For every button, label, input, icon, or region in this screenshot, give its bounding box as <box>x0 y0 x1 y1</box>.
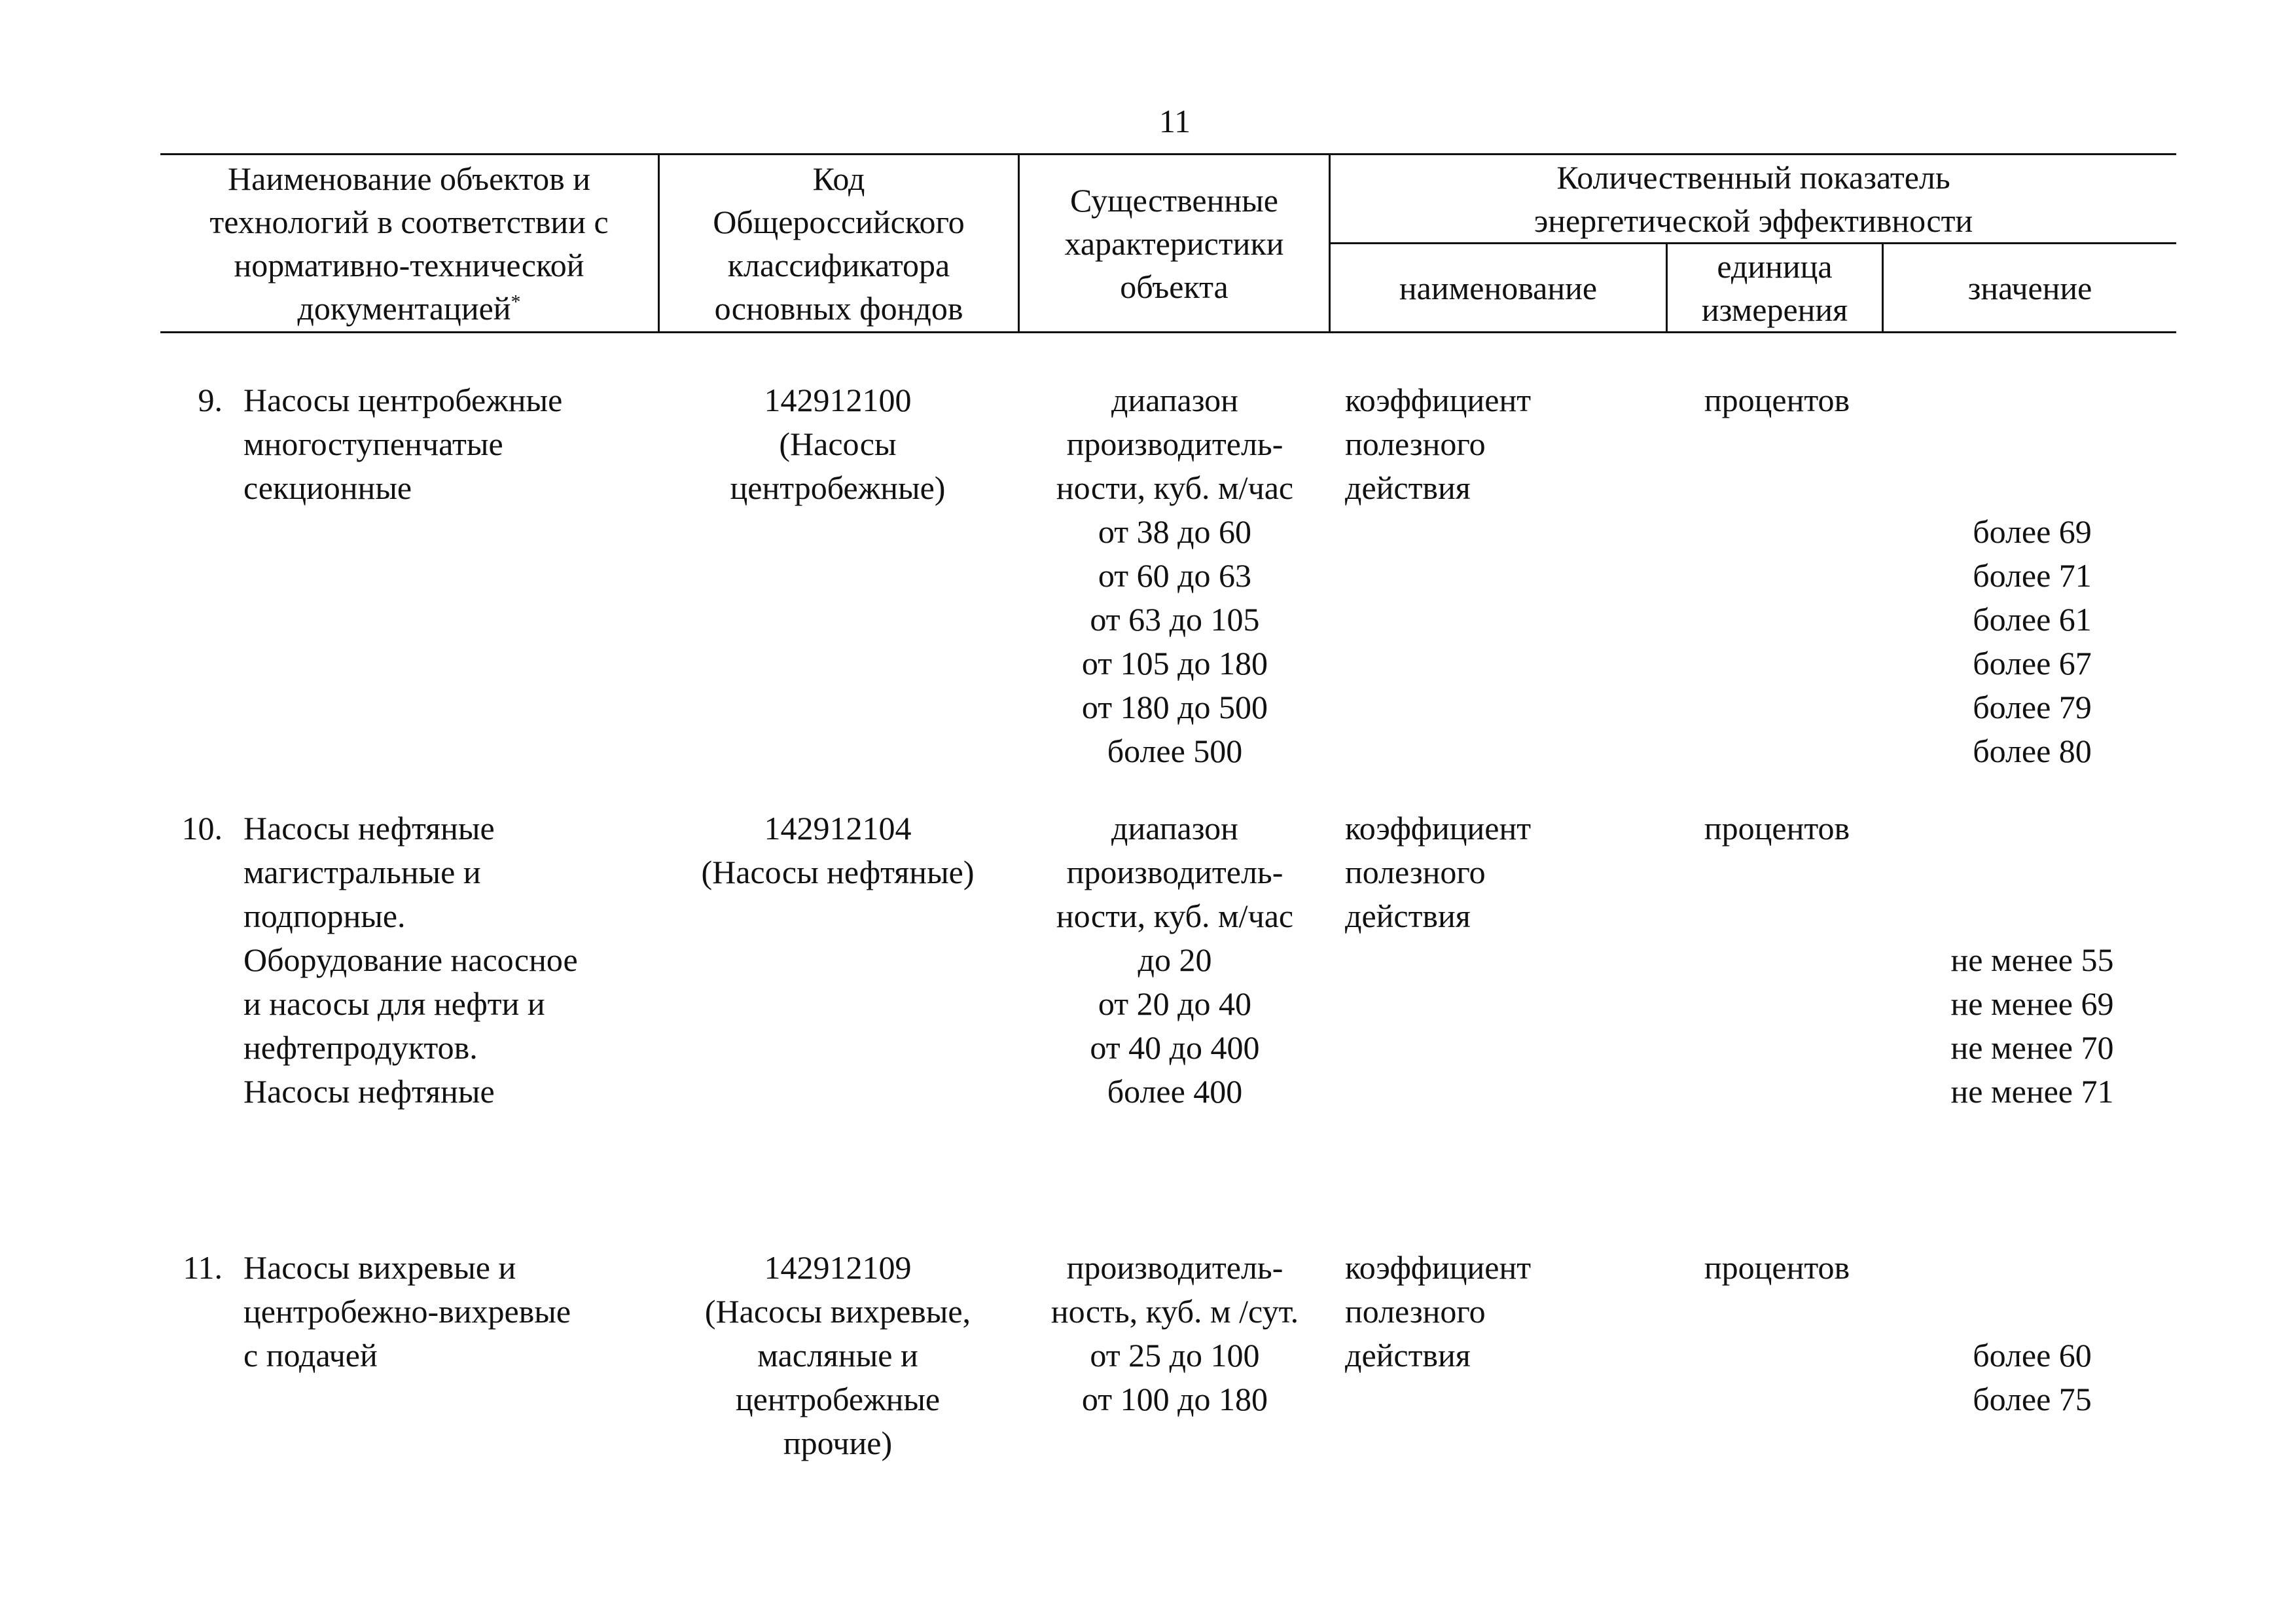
row-object-name: Насосы вихревые и центробежно-вихревые с подачей <box>243 1249 571 1374</box>
row-number: 10. <box>181 810 223 847</box>
row-number: 11. <box>183 1249 223 1286</box>
page-number: 11 <box>1158 103 1191 139</box>
footnote-marker: * <box>511 290 521 312</box>
row-characteristics: диапазон производитель- ности, куб. м/час до 20 от 20 до 40 от 40 до 400 более 400 <box>1056 810 1294 1110</box>
row-indicator-name: коэффициент полезного действия <box>1345 810 1532 934</box>
row-okof-code: 142912100 (Насосы центробежные) <box>730 382 946 506</box>
header-indicator-name: наименование <box>1399 269 1598 306</box>
row-okof-code: 142912104 (Насосы нефтяные) <box>701 810 975 890</box>
row-object-name: Насосы центробежные многоступенчатые секционные <box>243 382 563 506</box>
header-bottom-rule <box>160 331 2176 333</box>
row-values: более 60 более 75 <box>1973 1337 2092 1417</box>
header-efficiency-group: Количественный показатель энергетической эффективности <box>1534 158 1973 239</box>
header-characteristics: Существенные характеристики объекта <box>1064 181 1284 305</box>
row-unit: процентов <box>1704 1249 1850 1286</box>
header-object-name <box>160 155 658 331</box>
header-value: значение <box>1967 269 2092 306</box>
header-unit: единица измерения <box>1701 247 1848 328</box>
row-values: не менее 55 не менее 69 не менее 70 не менее 71 <box>1950 941 2114 1110</box>
row-object-name: Насосы нефтяные магистральные и подпорные. Оборудование насосное и насосы для нефти и нефтепродуктов. Насосы нефтяные <box>243 810 578 1110</box>
header-object-name-text: Наименование объектов и технологий в соответствии с нормативно-технической документацией <box>209 160 609 327</box>
row-characteristics: диапазон производитель- ности, куб. м/час от 38 до 60 от 60 до 63 от 63 до 105 от 105 до 180 от 180 до 500 более 500 <box>1056 382 1294 769</box>
row-indicator-name: коэффициент полезного действия <box>1345 1249 1532 1374</box>
row-characteristics: производитель- ность, куб. м /сут. от 25 до 100 от 100 до 180 <box>1050 1249 1299 1417</box>
row-number: 9. <box>198 382 223 418</box>
row-indicator-name: коэффициент полезного действия <box>1345 382 1532 506</box>
row-okof-code: 142912109 (Насосы вихревые, масляные и центробежные прочие) <box>704 1249 971 1461</box>
row-unit: процентов <box>1704 810 1850 847</box>
row-unit: процентов <box>1704 382 1850 418</box>
header-okof-code: Код Общероссийского классификатора основных фондов <box>713 160 965 327</box>
row-values: более 69 более 71 более 61 более 67 более 79 более 80 <box>1973 513 2092 769</box>
